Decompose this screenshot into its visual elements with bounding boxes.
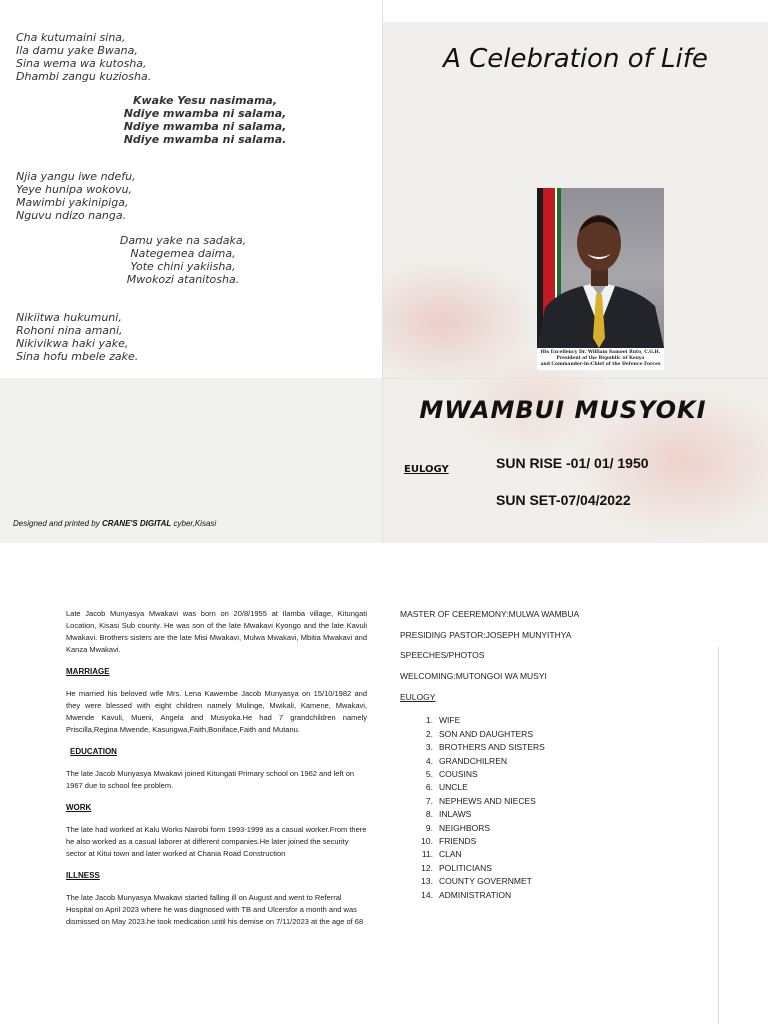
spread-divider — [382, 0, 383, 543]
portrait-photo — [537, 188, 664, 348]
cover-top-margin — [383, 0, 768, 22]
hymn-line: Nikiitwa hukumuni, — [16, 311, 122, 324]
hymn-stanza-4 — [16, 311, 138, 363]
hymn-line: Ndiye mwamba ni salama. — [123, 133, 287, 146]
cover-title: A Celebration of Life — [443, 44, 708, 74]
cover-fold-line — [383, 378, 768, 379]
person-silhouette-icon — [537, 188, 664, 348]
list-number: 13. — [421, 876, 433, 887]
list-item — [400, 835, 700, 848]
hymn-line: Rohoni nina amani, — [16, 324, 123, 337]
hymn-line: Ndiye mwamba ni salama, — [123, 120, 287, 133]
list-number: 12. — [421, 862, 433, 873]
education-heading: EDUCATION — [70, 747, 117, 756]
caption-line: President of the Republic of Kenya — [556, 356, 645, 361]
list-text: INLAWS — [439, 809, 472, 820]
list-text: COUNTY GOVERNMET — [439, 876, 532, 887]
biography — [66, 608, 367, 938]
hymn-line: Yote chini yakiisha, — [130, 260, 236, 273]
hymn-stanza-1 — [16, 31, 151, 83]
hymn-line: Sina wema wa kutosha, — [16, 57, 147, 70]
sun-set-date: SUN SET-07/04/2022 — [496, 492, 631, 508]
printer-brand: CRANE'S DIGITAL — [101, 519, 172, 528]
work-heading: WORK — [66, 803, 92, 812]
eulogy-tag: EULOGY — [404, 464, 449, 475]
hymn-chorus — [110, 94, 300, 146]
hymn-line: Ndiye mwamba ni salama, — [123, 107, 287, 120]
hymn-stanza-3 — [108, 234, 258, 286]
list-item — [400, 875, 700, 888]
program-eulogy-heading: EULOGY — [400, 691, 436, 702]
hymn-line: Mawimbi yakinipiga, — [16, 196, 129, 209]
page-edge-rule — [718, 647, 719, 1024]
program-mc: MASTER OF CEEREMONY:MULWA WAMBUA — [400, 609, 580, 619]
list-number: 11. — [421, 849, 433, 860]
hymn-stanza-2 — [16, 170, 136, 222]
hymn-line: Nguvu ndizo nanga. — [16, 209, 127, 222]
hymn-line: Cha kutumaini sina, — [16, 31, 126, 44]
list-number: 1. — [425, 715, 433, 726]
list-item — [400, 808, 700, 821]
bio-work: The late had worked at Kalu Works Nairobi form 1993-1999 as a casual worker.From there he also worked as a casual laborer at different companies.He later joined the security sector at Kitui town and later worked at Chania Road Construction — [66, 825, 367, 858]
list-item — [400, 781, 700, 794]
list-number: 7. — [425, 795, 433, 806]
program-pastor: PRESIDING PASTOR:JOSEPH MUNYITHYA — [400, 629, 572, 640]
hymn-line: Dhambi zangu kuziosha. — [16, 70, 152, 83]
hymn-line: Kwake Yesu nasimama, — [132, 94, 278, 107]
list-text: UNCLE — [439, 782, 468, 793]
list-item — [400, 714, 700, 727]
list-item — [400, 795, 700, 808]
list-text: POLITICIANS — [439, 862, 492, 873]
list-number: 3. — [425, 742, 433, 753]
list-text: COUSINS — [439, 769, 478, 779]
hymn-line: Yeye hunipa wokovu, — [16, 183, 133, 196]
list-number: 10. — [421, 835, 433, 846]
hymn-line: Nategemea daima, — [130, 247, 236, 260]
list-item — [400, 768, 700, 781]
list-item — [400, 889, 700, 902]
printer-suffix: cyber,Kisasi — [171, 519, 217, 528]
list-text: ADMINISTRATION — [439, 889, 512, 900]
portrait-caption — [539, 350, 662, 368]
list-text: FRIENDS — [439, 835, 477, 846]
list-item — [400, 862, 700, 875]
list-item — [400, 755, 700, 768]
list-number: 5. — [425, 769, 433, 779]
marriage-heading: MARRIAGE — [66, 667, 110, 676]
list-text: NEIGHBORS — [439, 822, 491, 833]
list-text: WIFE — [439, 715, 461, 726]
list-number: 2. — [425, 728, 433, 739]
program-speeches: SPEECHES/PHOTOS — [400, 650, 485, 661]
list-number: 9. — [425, 822, 433, 833]
hymn-line: Ila damu yake Bwana, — [16, 44, 138, 57]
list-text: SON AND DAUGHTERS — [439, 728, 533, 739]
list-text: CLAN — [439, 849, 462, 860]
program-welcoming: WELCOMING:MUTONGOI WA MUSYI — [400, 671, 547, 682]
list-item — [400, 741, 700, 754]
list-number: 14. — [421, 889, 433, 900]
sun-rise-date: SUN RISE -01/ 01/ 1950 — [496, 455, 649, 471]
list-item — [400, 848, 700, 861]
list-text: BROTHERS AND SISTERS — [439, 742, 545, 753]
caption-line: His Excellency Dr. William Samoei Ruto, C.G.H. — [540, 350, 661, 355]
bio-illness: The late Jacob Munyasya Mwakavi started falling ill on August and went to Referral Hospital on April 2023 where he was diagnosed with TB and Ulcersfor a month and was dismissed on May 2023.he took medication until his demise on 7/11/2023 at the age of 68 — [66, 893, 364, 926]
hymn-line: Njia yangu iwe ndefu, — [16, 170, 136, 183]
bio-marriage: He married his beloved wife Mrs. Lena Kawembe Jacob Munyasya on 15/10/1982 and they were blessed with eight children namely Mulinge, Mwikali, Kamene, Mwakavi, Mwende Kavuli, Mueni, Angela and Musyoka.He had 7 grandchildren namely Priscilla,Regina Mwende, Kasungwa,Faith,Boniface,Faith and Mutanu. — [66, 689, 367, 734]
hymn-line: Damu yake na sadaka, — [119, 234, 247, 247]
printer-prefix: Designed and printed by — [13, 519, 102, 528]
list-number: 6. — [425, 782, 433, 793]
list-item — [400, 728, 700, 741]
hymn-line: Sina hofu mbele zake. — [16, 350, 139, 363]
printer-credit — [13, 519, 216, 528]
bio-intro: Late Jacob Munyasya Mwakavi was born on 20/8/1955 at Ilamba village, Kitungati Location, Kisasi Sub county. He was son of the late Mwakavi Kyongo and the late Kavuli Mwakavi. Brothers sisters are the late Misi Mwakavi, Mulwa Mwakavi, Mbitia Mwakavi and Kanza Mwakavi. — [66, 609, 367, 654]
portrait — [537, 188, 664, 370]
program — [400, 607, 700, 902]
hymn-line: Nikivikwa haki yake, — [16, 337, 129, 350]
list-text: NEPHEWS AND NIECES — [439, 795, 536, 806]
deceased-name: MWAMBUI MUSYOKI — [419, 396, 707, 424]
list-text: GRANDCHILREN — [439, 755, 508, 766]
list-item — [400, 822, 700, 835]
bio-education: The late Jacob Munyasya Mwakavi joined Kitungati Primary school on 1962 and left on 1967 due to school fee problem. — [66, 769, 355, 790]
illness-heading: ILLNESS — [66, 871, 100, 880]
hymn-line: Mwokozi atanitosha. — [126, 273, 240, 286]
list-number: 8. — [425, 809, 433, 820]
list-number: 4. — [425, 755, 433, 766]
eulogy-list — [400, 714, 700, 901]
caption-line: and Commander-in-Chief of the Defence Forces — [540, 362, 661, 367]
